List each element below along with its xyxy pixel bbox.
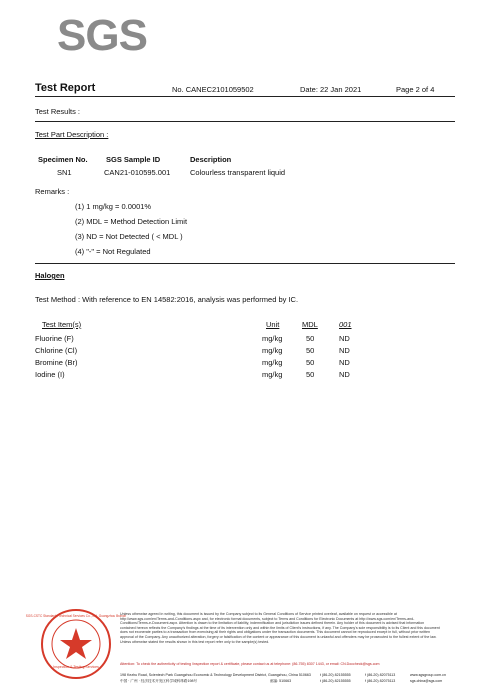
results-header-item: Test Item(s) [42,320,82,329]
result-unit: mg/kg [262,370,283,379]
separator-rule [35,263,455,264]
remark-item: (4) "-" = Not Regulated [75,247,151,256]
result-unit: mg/kg [262,358,283,367]
specimen-header-id: SGS Sample ID [106,155,161,164]
result-item: Bromine (Br) [35,358,78,367]
result-mdl: 50 [306,358,315,367]
footer-attention: Attention: To check the authenticity of testing /inspection report & certificate, please contact us at telephone: (86-755) 8307 1443, or email: CN.Doccheck@sgs.com [120,662,380,666]
footer-address-cn: 中国 · 广州 · 经济技术开发区科学城科珠路198号 [120,679,198,683]
result-mdl: 50 [306,346,315,355]
results-header-sample: 001 [339,320,352,329]
result-value: ND [339,334,350,343]
result-item: Iodine (I) [35,370,65,379]
remark-item: (1) 1 mg/kg = 0.0001% [75,202,152,211]
remark-item: (2) MDL = Method Detection Limit [75,217,188,226]
sgs-seal-icon [25,608,127,680]
specimen-no: SN1 [57,168,72,177]
section-title: Halogen [35,271,65,280]
test-results-label: Test Results : [35,107,81,116]
footer-web-en[interactable]: www.sgsgroup.com.cn [410,673,446,677]
remark-item: (3) ND = Not Detected ( < MDL ) [75,232,183,241]
svg-text:Inspection & Testing Services: Inspection & Testing Services [53,665,99,669]
footer-fax-en: f (86-20) 82075113 [365,673,396,677]
sgs-logo [57,10,147,60]
result-value: ND [339,370,350,379]
report-title: Test Report [35,82,96,94]
result-item: Fluorine (F) [35,334,74,343]
sample-id: CAN21-010595.001 [104,168,171,177]
report-date: Date: 22 Jan 2021 [300,85,362,94]
test-part-description-label: Test Part Description : [35,130,109,139]
specimen-header-description: Description [190,155,232,164]
result-unit: mg/kg [262,334,283,343]
result-item: Chlorine (Cl) [35,346,78,355]
test-method: Test Method : With reference to EN 14582:2016, analysis was performed by IC. [35,295,299,304]
sgs-logo-text: SGS [57,11,147,60]
svg-text:SGS-CSTC Standards Technical S: SGS-CSTC Standards Technical Services Co., Ltd. Guangzhou Branch [25,614,127,618]
report-number: No. CANEC2101059502 [172,85,254,94]
remarks-label: Remarks : [35,187,70,196]
footer-postcode-cn: 邮编: 510663 [270,679,292,683]
footer-phone-cn: t (86-20) 82155555 [320,679,351,683]
footer-email-cn[interactable]: sgs.china@sgs.com [410,679,443,683]
footer-phone-en: t (86-20) 82155555 [320,673,351,677]
results-header-mdl: MDL [302,320,318,329]
footer-disclaimer: Unless otherwise agreed in writing, this document is issued by the Company subject to its General Conditions of Service printed overleaf, available on request or accessible at http://www.sgs.com/en/Terms-and-Conditions.aspx and, for electronic format documents, subject to Terms and Conditions for Electronic Documents at http://www.sgs.com/en/Terms-and-Conditions/Terms-e-Document.aspx. Attention is drawn to the limitation of liability, indemnification and jurisdiction issues defined therein. Any holder of this document is advised that information contained hereon reflects the Company's findings at the time of its intervention only and within the limits of Client's instructions, if any. The Company's sole responsibility is to its Client and this document does not exonerate parties to a transaction from exercising all their rights and obligations under the transaction documents. This document cannot be reproduced except in full, without prior written approval of the Company. Any unauthorized alteration, forgery or falsification of the content or appearance of this document is unlawful and offenders may be prosecuted to the fullest extent of the law. Unless otherwise stated the results shown in this test report refer only to the sample(s) tested. [120,612,440,644]
results-header-unit: Unit [266,320,280,329]
result-unit: mg/kg [262,346,283,355]
page-number: Page 2 of 4 [396,85,435,94]
header-rule [35,96,455,97]
footer-address-en: 198 Kezhu Road, Scientech Park Guangzhou Economic & Technology Development District, Guangzhou, China 510663 [120,673,311,677]
separator-rule [35,121,455,122]
specimen-header-no: Specimen No. [38,155,88,164]
result-value: ND [339,358,350,367]
result-mdl: 50 [306,334,315,343]
footer-fax-cn: f (86-20) 82075113 [365,679,396,683]
result-value: ND [339,346,350,355]
sample-description: Colourless transparent liquid [190,168,286,177]
result-mdl: 50 [306,370,315,379]
